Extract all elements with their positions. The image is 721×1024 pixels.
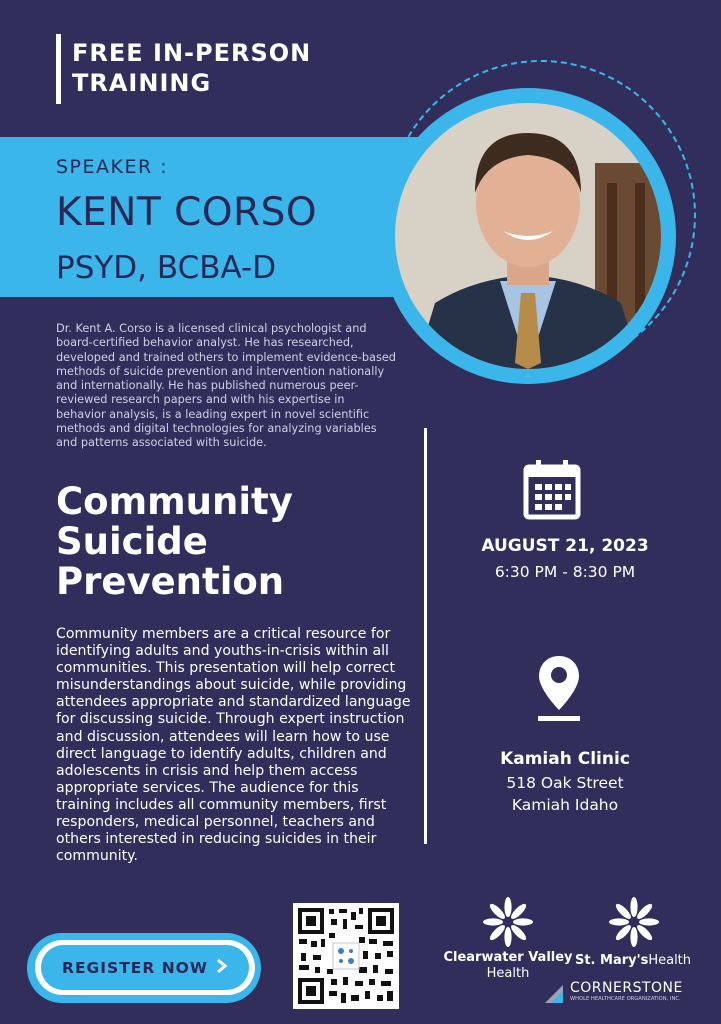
speaker-photo <box>395 103 661 369</box>
location-street: 518 Oak Street <box>506 774 624 792</box>
location-name: Kamiah Clinic <box>500 749 630 769</box>
st-marys-health-logo <box>572 953 694 969</box>
cornerstone-subtitle: WHOLE HEALTHCARE ORGANIZATION, INC. <box>570 996 681 1002</box>
cvh-name-line1: Clearwater Valley <box>443 950 573 965</box>
clearwater-flower-icon <box>482 896 534 952</box>
cvh-name-line2: Health <box>486 966 530 981</box>
event-title-line3: Prevention <box>56 560 285 603</box>
speaker-name: KENT CORSO <box>56 190 318 235</box>
cornerstone-mark-icon <box>543 981 565 1009</box>
speaker-label: SPEAKER : <box>56 156 169 178</box>
speaker-credentials: PSYD, BCBA-D <box>56 250 277 286</box>
st-marys-flower-icon <box>608 896 660 952</box>
qr-code[interactable] <box>293 903 399 1009</box>
calendar-icon <box>523 458 581 524</box>
chevron-right-icon <box>216 958 228 978</box>
cornerstone-name: CORNERSTONE <box>570 980 683 996</box>
header-title-line2: TRAINING <box>72 69 212 97</box>
event-title-line2: Suicide <box>56 520 208 563</box>
smh-name-light: Health <box>648 953 692 968</box>
cornerstone-logo <box>570 980 700 1003</box>
event-title-line1: Community <box>56 480 293 523</box>
location-pin-icon <box>536 654 582 728</box>
smh-name-bold: St. Mary's <box>574 953 649 968</box>
header-title-line1: FREE IN-PERSON <box>72 39 312 67</box>
header-title <box>72 38 372 98</box>
event-date: AUGUST 21, 2023 <box>481 536 649 556</box>
location-city: Kamiah Idaho <box>511 796 619 814</box>
header-accent-bar <box>56 34 61 104</box>
event-description: Community members are a critical resource for identifying adults and youths-in-crisis within all communities. This presentation will help correct misunderstandings about suicide, while providing attendees appropriate and standardized language for discussing suicide. Through expert instruction and discussion, attendees will learn how to use direct language to identify adults, children and adolescents in crisis and help them access appropriate services. The audience for this training includes all community members, first responders, medical personnel, teachers and others interested in reducing suicides in their community. <box>56 626 411 865</box>
register-now-button[interactable] <box>41 945 249 990</box>
clearwater-valley-health-logo <box>443 950 573 982</box>
register-label: REGISTER NOW <box>62 958 208 977</box>
vertical-divider <box>424 428 427 844</box>
speaker-bio: Dr. Kent A. Corso is a licensed clinical psychologist and board-certified behavior analyst. He has researched, developed and trained others to implement evidence-based methods of suicide prevention and intervention nationally and internationally. He has published numerous peer-reviewed research papers and with his expertise in behavior analysis, is a leading expert in novel scientific methods and digital technologies for analyzing variables and patterns associated with suicide. <box>56 322 396 450</box>
event-title <box>56 482 386 602</box>
event-time: 6:30 PM - 8:30 PM <box>494 563 636 581</box>
